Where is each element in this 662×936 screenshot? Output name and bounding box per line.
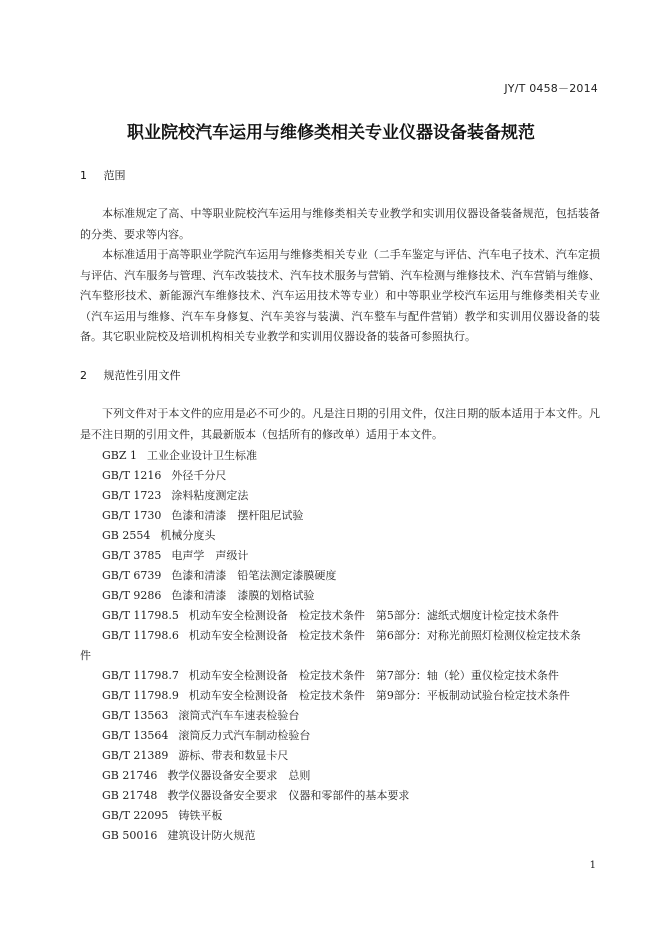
- reference-item: [80, 746, 605, 766]
- reference-code: GB 21746: [102, 769, 158, 782]
- reference-code: GB/T 9286: [102, 589, 162, 602]
- reference-name: 滚筒反力式汽车制动检验台: [178, 729, 311, 742]
- reference-name: 教学仪器设备安全要求 仪器和零部件的基本要求: [167, 789, 410, 802]
- reference-name: 铸铁平板: [178, 809, 223, 822]
- section-number: 1: [80, 169, 87, 182]
- reference-name: 色漆和清漆 摆杆阻尼试验: [171, 509, 304, 522]
- reference-code: GB/T 21389: [102, 749, 169, 762]
- reference-list: [80, 446, 605, 846]
- reference-code: GB 2554: [102, 529, 151, 542]
- reference-code: GB/T 1216: [102, 469, 162, 482]
- reference-item: [80, 686, 605, 706]
- reference-name: 机动车安全检测设备 检定技术条件 第9部分：平板制动试验台检定技术条件: [188, 689, 570, 702]
- section-heading-normative-references: [80, 367, 181, 383]
- reference-code: GB/T 13564: [102, 729, 169, 742]
- reference-item: [80, 506, 605, 526]
- reference-item: [80, 546, 605, 566]
- reference-item: [80, 606, 605, 626]
- reference-name-continuation: 件: [80, 649, 91, 662]
- reference-name: 机动车安全检测设备 检定技术条件 第7部分：轴（轮）重仪检定技术条件: [188, 669, 559, 682]
- reference-item: [80, 566, 605, 586]
- reference-code: GB/T 22095: [102, 809, 169, 822]
- reference-code: GB/T 1730: [102, 509, 162, 522]
- reference-item: [80, 726, 605, 746]
- reference-name: 涂料粘度测定法: [171, 489, 249, 502]
- reference-code: GB/T 11798.9: [102, 689, 179, 702]
- reference-name: 游标、带表和数显卡尺: [178, 749, 289, 762]
- reference-code: GB/T 6739: [102, 569, 162, 582]
- reference-item: [80, 626, 605, 666]
- reference-name: 色漆和清漆 漆膜的划格试验: [171, 589, 315, 602]
- reference-item: [80, 466, 605, 486]
- reference-code: GB/T 1723: [102, 489, 162, 502]
- reference-code: GB/T 13563: [102, 709, 169, 722]
- reference-code: GB 21748: [102, 789, 158, 802]
- reference-name: 外径千分尺: [171, 469, 227, 482]
- reference-name: 电声学 声级计: [171, 549, 249, 562]
- reference-name: 滚筒式汽车车速表检验台: [178, 709, 300, 722]
- reference-item: [80, 526, 605, 546]
- reference-code: GBZ 1: [102, 449, 138, 462]
- reference-code: GB/T 3785: [102, 549, 162, 562]
- reference-item: [80, 486, 605, 506]
- section-heading-scope: [80, 167, 126, 183]
- reference-item: [80, 446, 605, 466]
- reference-item: [80, 586, 605, 606]
- reference-code: GB/T 11798.6: [102, 629, 179, 642]
- page-title: 职业院校汽车运用与维修类相关专业仪器设备装备规范: [127, 123, 535, 143]
- page-number: 1: [589, 860, 596, 871]
- section-title: 规范性引用文件: [103, 369, 181, 382]
- reference-item: [80, 786, 605, 806]
- reference-item: [80, 706, 605, 726]
- reference-code: GB/T 11798.5: [102, 609, 179, 622]
- reference-name: 教学仪器设备安全要求 总则: [167, 769, 311, 782]
- reference-name: 建筑设计防火规范: [167, 829, 256, 842]
- reference-name: 工业企业设计卫生标准: [147, 449, 258, 462]
- standard-code: JY/T 0458－2014: [504, 82, 598, 95]
- reference-name: 机动车安全检测设备 检定技术条件 第6部分：对称光前照灯检测仪检定技术条: [188, 629, 581, 642]
- reference-code: GB 50016: [102, 829, 158, 842]
- scope-paragraph-2: 本标准适用于高等职业学院汽车运用与维修类相关专业（二手车鉴定与评估、汽车电子技术、汽车定损与评估、汽车服务与管理、汽车改装技术、汽车技术服务与营销、汽车检测与维修技术、汽车营销与维修、汽车整形技术、新能源汽车维修技术、汽车运用技术等专业）和中等职业学校汽车运用与维修类相关专业（汽车运用与维修、汽车车身修复、汽车美容与装潢、汽车整车与配件营销）教学和实训用仪器设备的装备。其它职业院校及培训机构相关专业教学和实训用仪器设备的装备可参照执行。: [80, 248, 600, 343]
- reference-item: [80, 806, 605, 826]
- reference-name: 机动车安全检测设备 检定技术条件 第5部分：滤纸式烟度计检定技术条件: [188, 609, 559, 622]
- reference-item: [80, 826, 605, 846]
- section-number: 2: [80, 369, 87, 382]
- reference-item: [80, 666, 605, 686]
- reference-name: 色漆和清漆 铅笔法测定漆膜硬度: [171, 569, 337, 582]
- reference-code: GB/T 11798.7: [102, 669, 179, 682]
- reference-item: [80, 766, 605, 786]
- reference-name: 机械分度头: [160, 529, 216, 542]
- references-intro-paragraph: 下列文件对于本文件的应用是必不可少的。凡是注日期的引用文件，仅注日期的版本适用于本文件。凡是不注日期的引用文件，其最新版本（包括所有的修改单）适用于本文件。: [80, 407, 600, 441]
- section-title: 范围: [103, 169, 126, 182]
- scope-paragraph-1: 本标准规定了高、中等职业院校汽车运用与维修类相关专业教学和实训用仪器设备装备规范，包括装备的分类、要求等内容。: [80, 207, 600, 241]
